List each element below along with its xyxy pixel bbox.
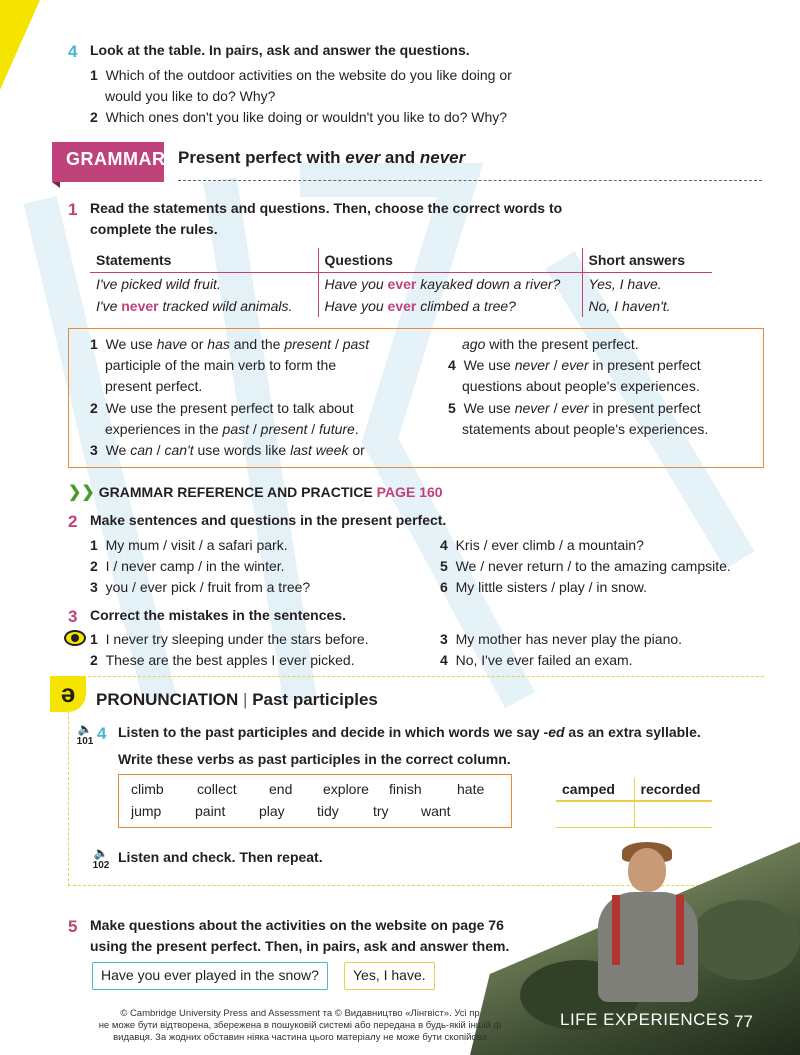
table-header: Questions (318, 248, 582, 273)
answer-columns (556, 778, 712, 828)
audio-track-button[interactable]: 🔈 101 (72, 722, 98, 747)
verb: tidy (317, 803, 339, 819)
rock (690, 900, 800, 980)
column-header: camped (556, 778, 634, 801)
backpack-strap (612, 895, 620, 965)
answer-cell[interactable] (556, 801, 634, 827)
verb: explore (323, 781, 369, 797)
divider (178, 180, 762, 181)
exercise-number: 3 (68, 607, 78, 626)
exercise-instruction: Correct the mistakes in the sentences. (90, 607, 346, 623)
list-item: 6 My little sisters / play / in snow. (440, 579, 647, 595)
exercise-instruction-cont: complete the rules. (90, 221, 218, 237)
rule-3: 3 We can / can't use words like last week or (90, 442, 365, 458)
table-row: I've picked wild fruit. Have you ever kayaked down a river? Yes, I have. (90, 273, 712, 296)
schwa-icon: ə (50, 676, 86, 712)
copyright-text: © Cambridge University Press and Assessment та © Видавництво «Лінгвіст». Усі пр не може бути відтворена, збережена в пошуковій системі або передана в будь-якій іншій ф видавця. За жодних обставин ніяка частина цього матеріалу не може бути скопійова (98, 1008, 502, 1043)
list-item: 4 No, I've ever failed an exam. (440, 652, 633, 668)
speaker-icon: 🔈 (77, 722, 93, 736)
exercise-instruction: Read the statements and questions. Then, choose the correct words to (90, 200, 563, 216)
list-item: 3 My mother has never play the piano. (440, 631, 683, 647)
list-item: 2 These are the best apples I ever picked. (90, 652, 355, 668)
grammar-table (90, 248, 712, 317)
list-item: 2 I / never camp / in the winter. (90, 558, 285, 574)
page-number: 77 (734, 1012, 753, 1031)
speaker-icon: 🔈 (93, 846, 109, 860)
question-2: 2 Which ones don't you like doing or wouldn't you like to do? Why? (90, 109, 508, 125)
speech-bubble-answer: Yes, I have. (344, 962, 435, 990)
list-item: 1 My mum / visit / a safari park. (90, 537, 288, 553)
question-1-cont: would you like to do? Why? (105, 88, 276, 104)
verb: finish (389, 781, 422, 797)
list-item: 3 you / ever pick / fruit from a tree? (90, 579, 311, 595)
rule-5-cont: statements about people's experiences. (462, 421, 709, 437)
exercise-number: 4 (97, 724, 107, 743)
rule-4-cont: questions about people's experiences. (462, 378, 700, 394)
verb: collect (197, 781, 237, 797)
rule-4: 4 We use never / ever in present perfect (448, 357, 701, 373)
answer-cell[interactable] (634, 801, 712, 827)
verb: climb (131, 781, 164, 797)
verb: want (421, 803, 451, 819)
verb: try (373, 803, 389, 819)
verb: end (269, 781, 293, 797)
exercise-number: 5 (68, 917, 78, 936)
table-header: Statements (90, 248, 318, 273)
verb: hate (457, 781, 485, 797)
grammar-tab: GRAMMAR (52, 142, 164, 182)
rule-1-cont: participle of the main verb to form the (105, 357, 337, 373)
exercise-instruction-cont: using the present perfect. Then, in pairs, ask and answer them. (90, 938, 510, 954)
rule-1-cont: present perfect. (105, 378, 203, 394)
rule-2-cont: experiences in the past / present / future. (105, 421, 359, 437)
hiker-head (628, 848, 666, 892)
verb: play (259, 803, 285, 819)
eye-icon (64, 630, 86, 646)
audio-track-button[interactable]: 🔈 102 (88, 846, 114, 871)
rule-2: 2 We use the present perfect to talk about (90, 400, 354, 416)
table-row: I've never tracked wild animals. Have you ever climbed a tree? No, I haven't. (90, 295, 712, 317)
exercise-instruction: Listen and check. Then repeat. (118, 849, 323, 865)
list-item: 1 I never try sleeping under the stars before. (90, 631, 369, 647)
exercise-number: 1 (68, 200, 78, 219)
grammar-reference-link[interactable]: ❯❯ GRAMMAR REFERENCE AND PRACTICE PAGE 160 (68, 484, 443, 501)
backpack-strap (676, 895, 684, 965)
grammar-title: Present perfect with ever and never (178, 148, 466, 167)
exercise-instruction: Look at the table. In pairs, ask and answer the questions. (90, 42, 470, 58)
verb: paint (195, 803, 226, 819)
list-item: 4 Kris / ever climb / a mountain? (440, 537, 644, 553)
rule-3-cont: ago with the present perfect. (462, 336, 639, 352)
table-header: Short answers (582, 248, 712, 273)
column-header: recorded (634, 778, 712, 801)
exercise-instruction: Make questions about the activities on the website on page 76 (90, 917, 504, 933)
rule-5: 5 We use never / ever in present perfect (448, 400, 701, 416)
exercise-instruction: Listen to the past participles and decide in which words we say -ed as an extra syllable. (118, 724, 701, 740)
verb: jump (131, 803, 162, 819)
pronunciation-title: PRONUNCIATION | Past participles (96, 690, 378, 709)
question-1: 1 Which of the outdoor activities on the website do you like doing or (90, 67, 512, 83)
exercise-number: 2 (68, 512, 78, 531)
section-label: LIFE EXPERIENCES (560, 1010, 730, 1029)
exercise-number: 4 (68, 42, 78, 61)
speech-bubble-question: Have you ever played in the snow? (92, 962, 328, 990)
verb-box (118, 774, 512, 828)
list-item: 5 We / never return / to the amazing campsite. (440, 558, 731, 574)
exercise-instruction: Make sentences and questions in the present perfect. (90, 512, 447, 528)
exercise-instruction-cont: Write these verbs as past participles in the correct column. (118, 751, 511, 767)
rule-1: 1 We use have or has and the present / past (90, 336, 370, 352)
double-chevron-icon: ❯❯ (68, 484, 95, 501)
corner-accent (0, 0, 40, 90)
